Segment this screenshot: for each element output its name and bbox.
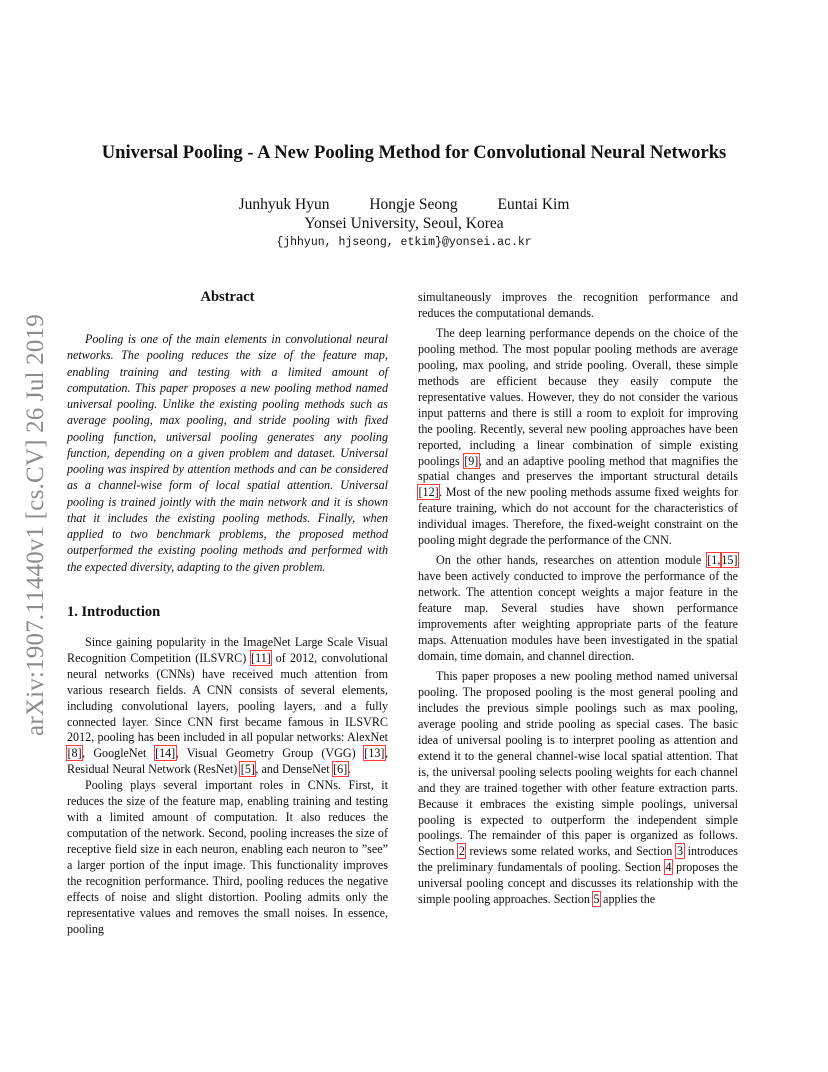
introduction-heading: 1. Introduction (67, 603, 161, 620)
citation-link[interactable]: 15] (721, 553, 738, 568)
paper-title: Universal Pooling - A New Pooling Method for Convolutional Neural Networks (101, 142, 727, 163)
author-list (0, 195, 808, 215)
citation-link[interactable]: [6] (333, 762, 348, 777)
text-run: , Residual Neural Network (ResNet) (67, 746, 388, 777)
citation-link[interactable]: [9] (464, 453, 479, 468)
text-run: . (347, 762, 351, 777)
text-run: The deep learning performance depends on the choice of the pooling method. The most popular pooling methods are average pooling, max pooling, and stride pooling. Overall, these simple methods are efficient because they easily compute the representative values. However, they do not consider the various input patterns and there is still a room to exploit for improving the pooling. Recently, several new pooling approaches have been reported, including a linear combination of simple existing poolings (418, 325, 738, 468)
intro-paragraph-5 (418, 669, 738, 908)
section-link[interactable]: 3 (676, 844, 684, 859)
text-run: reviews some related works, and Section (465, 844, 677, 859)
text-run: have been actively conducted to improve the performance of the network. The attention concept weights a major feature in the feature map. Several studies have shown performance improvements after weighting appropriate parts of the feature maps. Attenuation modules have been investigated in the spatial domain, time domain, and channel direction. (418, 569, 738, 663)
arxiv-identifier: arXiv:1907.11440v1 [cs.CV] 26 Jul 2019 (22, 314, 49, 736)
abstract-heading: Abstract (200, 289, 255, 305)
intro-paragraph-3 (418, 326, 738, 549)
text-run: , GoogleNet (82, 746, 155, 761)
citation-link[interactable]: [11] (251, 650, 271, 665)
text-run: applies the (600, 892, 656, 907)
citation-link[interactable]: [12] (418, 485, 439, 500)
text-run: Since gaining popularity in the ImageNet Large Scale Visual Recognition Competition (ILSVRC) (67, 634, 388, 665)
abstract-text: Pooling is one of the main elements in convolutional neural networks. The pooling reduces the size of the feature map, enabling training and testing with a limited amount of computation. This paper proposes a new pooling method named universal pooling. Unlike the existing pooling methods such as average pooling, max pooling, and stride pooling with fixed pooling function, universal pooling generates any pooling function, depending on a given problem and dataset. Universal pooling was inspired by attention methods and can be considered as a channel-wise form of local spatial attention. Universal pooling is trained jointly with the main network and it is shown that it includes the existing pooling methods. Finally, when applied to two benchmark problems, the proposed method outperformed the existing pooling methods and performed with the expected diversity, adapting to the given problem. (67, 332, 388, 574)
text-run: introduces the preliminary fundamentals of pooling. Section (418, 844, 738, 875)
arxiv-side-stamp (14, 290, 58, 760)
intro-paragraph-4 (418, 553, 738, 665)
citation-link[interactable]: [13] (364, 746, 385, 761)
text-run: , Visual Geometry Group (VGG) (175, 746, 364, 761)
text-run: . Most of the new pooling methods assume fixed weights for feature training, which do not account for the characteristics of individual images. Therefore, the fixed-weight constraint on the pooling might degrade the performance of the CNN. (418, 485, 738, 548)
author-name: Junhyuk Hyun (238, 196, 330, 213)
author-affiliation: Yonsei University, Seoul, Korea (304, 215, 504, 232)
intro-paragraph-2: Pooling plays several important roles in CNNs. First, it reduces the size of the feature map, enabling training and testing with a limited amount of computation. It also reduces the computation of the network. Second, pooling increases the size of receptive field size in each neuron, enabling each neuron to ”see” a larger portion of the input image. This functionality improves the recognition performance. Third, pooling reduces the negative effects of noise and slight distortion. Pooling admits only the representative values and removes the small noises. In essence, pooling (67, 778, 388, 936)
right-column (418, 290, 738, 908)
intro-paragraph-2-continued: simultaneously improves the recognition performance and reduces the computational demands. (418, 290, 738, 320)
intro-paragraph-1 (67, 635, 388, 779)
text-run: On the other hands, researches on attention module (436, 553, 707, 568)
citation-link[interactable]: [1, (707, 553, 721, 568)
section-link[interactable]: 4 (665, 860, 672, 875)
text-run: , and DenseNet (255, 762, 333, 777)
citation-link[interactable]: [14] (155, 746, 176, 761)
left-column (67, 287, 388, 938)
author-email: {jhhyun, hjseong, etkim}@yonsei.ac.kr (276, 236, 532, 249)
section-link[interactable]: 5 (593, 892, 600, 907)
author-name: Hongje Seong (369, 196, 458, 213)
author-name: Euntai Kim (497, 196, 570, 213)
citation-link[interactable]: [5] (240, 762, 255, 777)
citation-link[interactable]: [8] (67, 746, 82, 761)
text-run: This paper proposes a new pooling method named universal pooling. The proposed pooling is the most general pooling and includes the previous simple poolings such as max pooling, average pooling and stride pooling as special cases. The basic idea of universal pooling is to interpret pooling as attention and extend it to the general channel-wise local spatial attention. That is, the universal pooling selects pooling weights for each channel and they are trained together with other feature extraction parts. Because it embraces the existing simple poolings, universal pooling is expected to outperform the independent simple poolings. The remainder of this paper is organized as follows. Section (418, 668, 738, 859)
text-run: , and an adaptive pooling method that magnifies the spatial changes and preserves the important structural details (418, 453, 739, 484)
section-link[interactable]: 2 (458, 844, 465, 859)
text-run: of 2012, convolutional neural networks (CNNs) have received much attention from various research fields. A CNN consists of several elements, including convolutional layers, pooling layers, and a fully connected layer. Since CNN first became famous in ILSVRC 2012, pooling has been included in all popular networks: AlexNet (67, 650, 388, 745)
text-run: proposes the universal pooling concept and discusses its relationship with the simple pooling approaches. Section (418, 860, 738, 907)
